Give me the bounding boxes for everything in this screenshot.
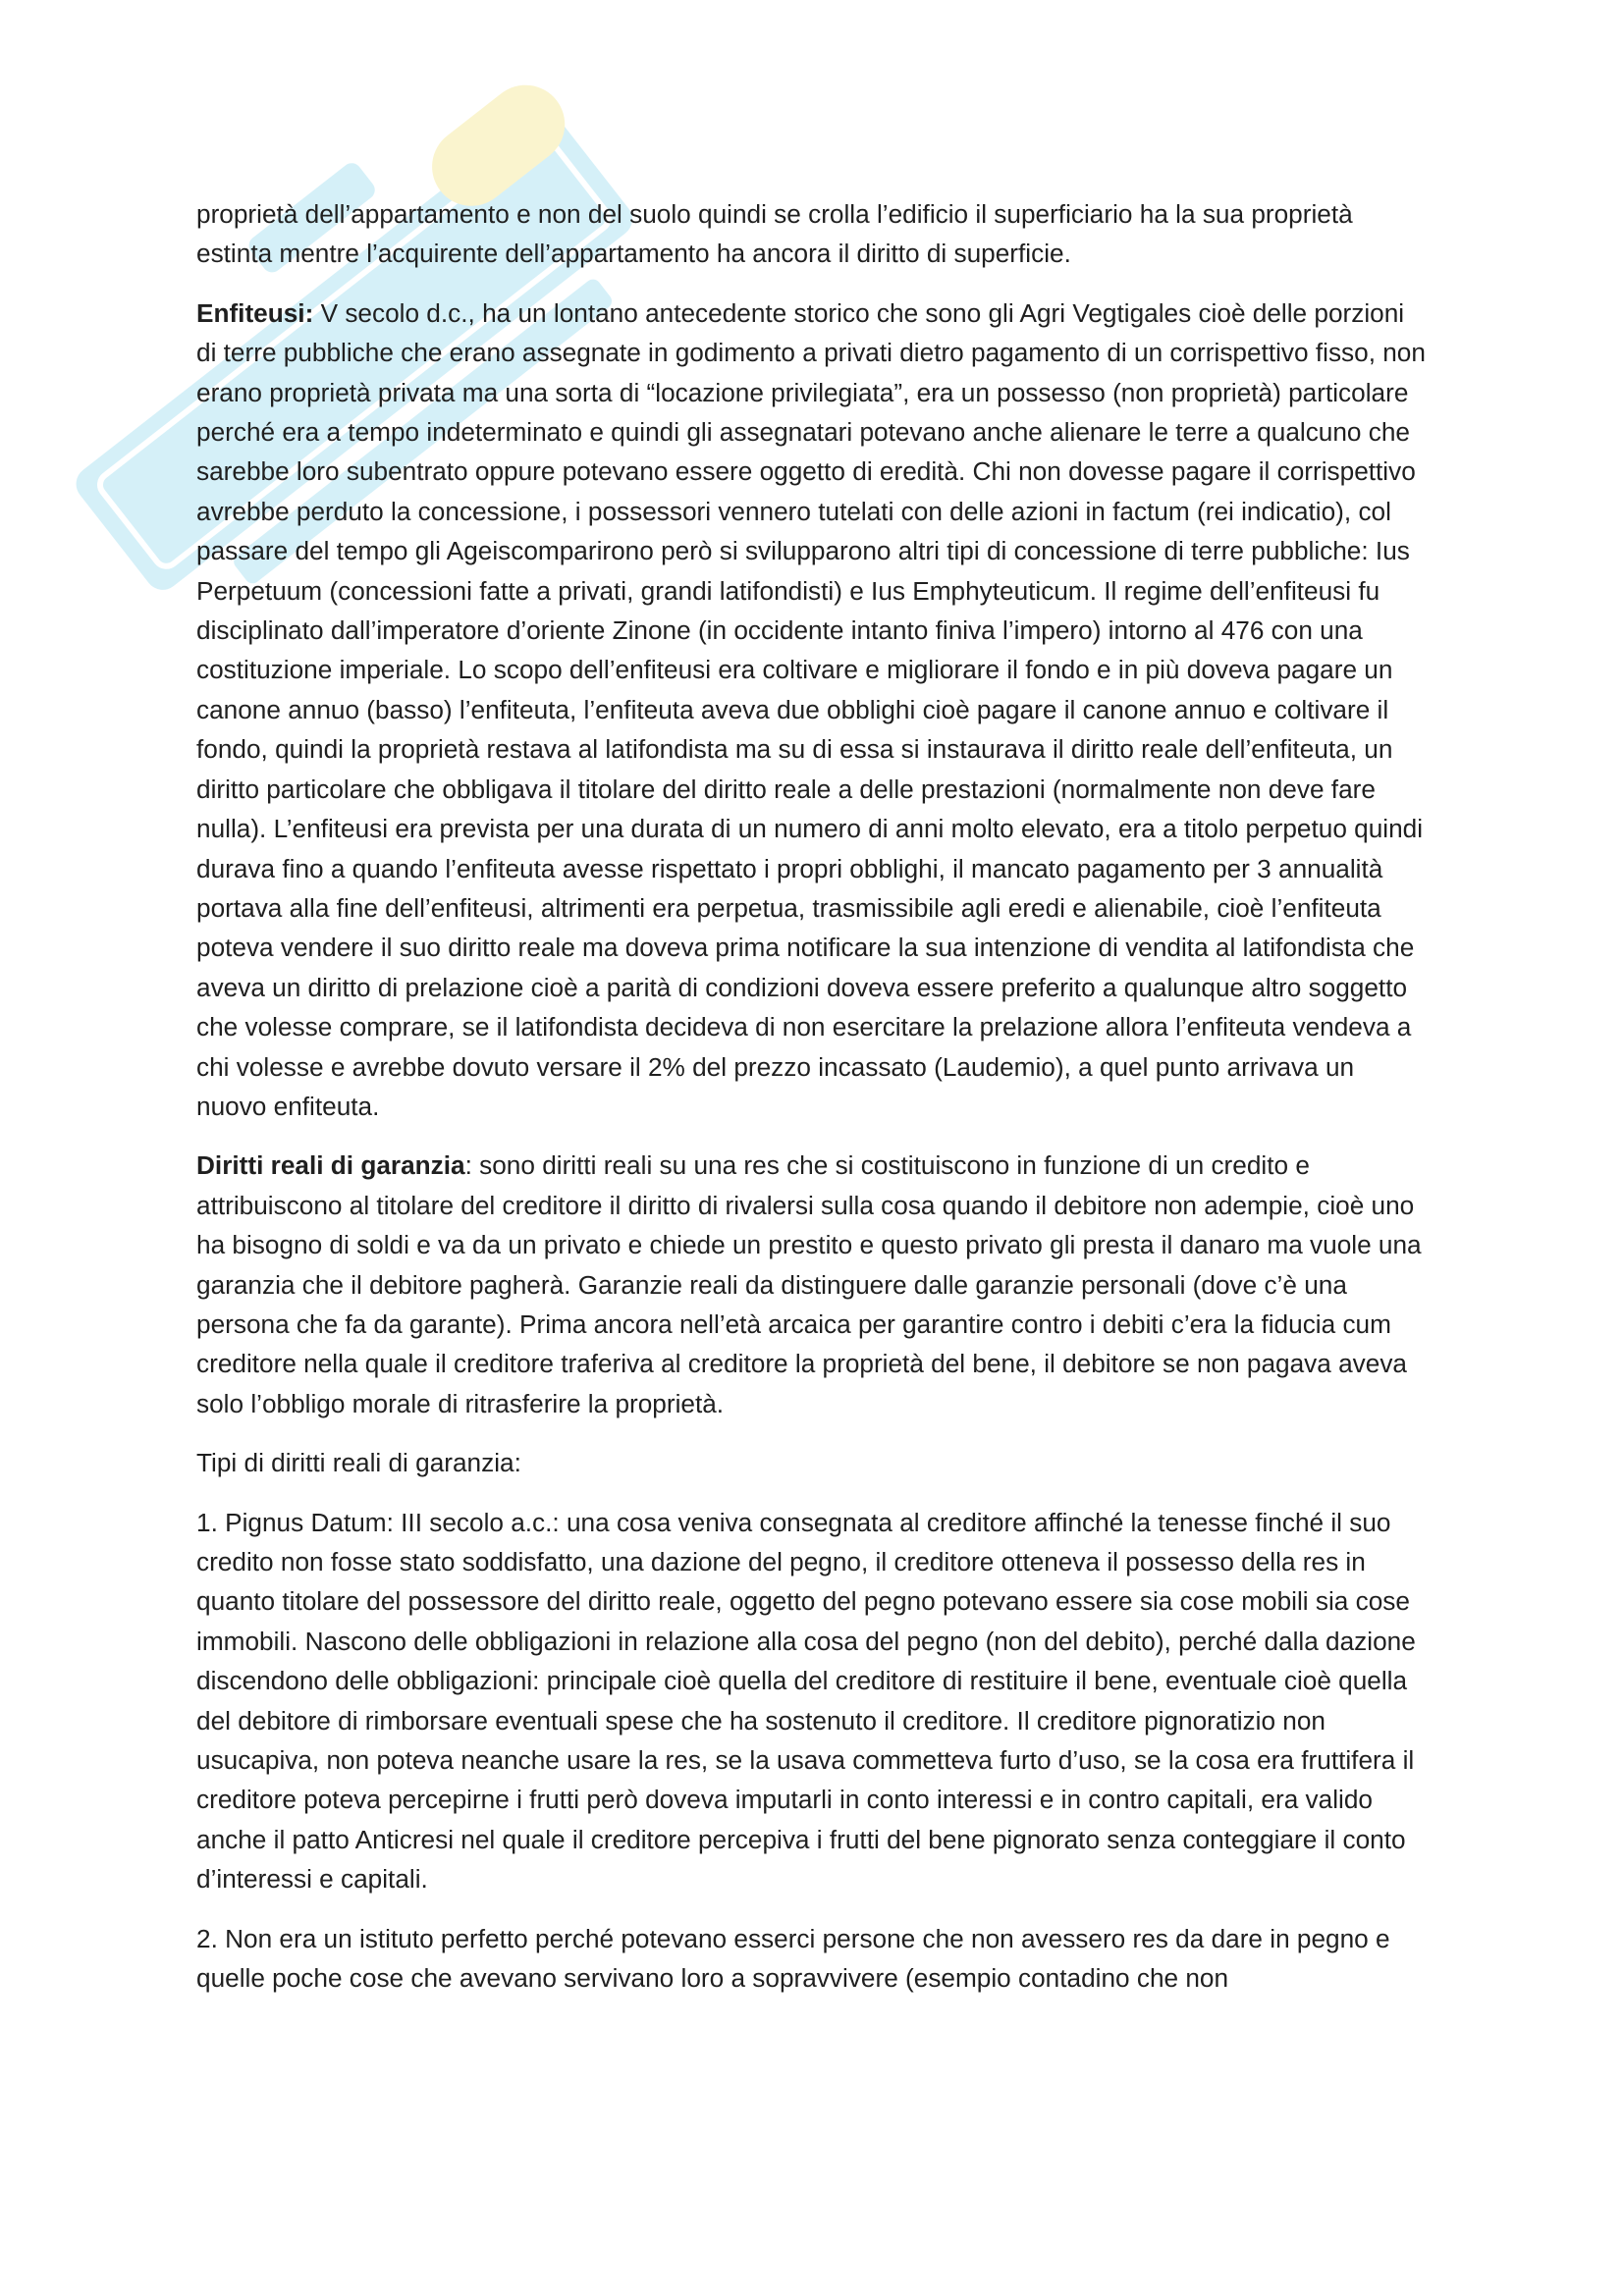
paragraph-enfiteusi-text: V secolo d.c., ha un lontano antecedente storico che sono gli Agri Vegtigales cioè delle porzioni di terre pubbliche che erano assegnate in godimento a privati dietro pagamento di un corrispettivo fisso, non erano proprietà privata ma una sorta di “locazione privilegiata”, era un possesso (non proprietà) particolare perché era a tempo indeterminato e quindi gli assegnatari potevano anche alienare le terre a qualcuno che sarebbe loro subentrato oppure potevano essere oggetto di eredità. Chi non dovesse pagare il corrispettivo avrebbe perduto la concessione, i possessori vennero tutelati con delle azioni in factum (rei indicatio), col passare del tempo gli Ageiscomparirono però si svilupparono altri tipi di concessione di terre pubbliche: Ius Perpetuum (concessioni fatte a privati, grandi latifondisti) e Ius Emphyteuticum. Il regime dell’enfiteusi fu disciplinato dall’imperatore d’oriente Zinone (in occidente intanto finiva l’impero) intorno al 476 con una costituzione imperiale. Lo scopo dell’enfiteusi era coltivare e migliorare il fondo e in più doveva pagare un canone annuo (basso) l’enfiteuta, l’enfiteuta aveva due obblighi cioè pagare il canone annuo e coltivare il fondo, quindi la proprietà restava al latifondista ma su di essa si instaurava il diritto reale dell’enfiteuta, un diritto particolare che obbligava il titolare del diritto reale a delle prestazioni (normalmente non deve fare nulla). L’enfiteusi era prevista per una durata di un numero di anni molto elevato, era a titolo perpetuo quindi durava fino a quando l’enfiteuta avesse rispettato i propri obblighi, il mancato pagamento per 3 annualità portava alla fine dell’enfiteusi, altrimenti era perpetua, trasmissibile agli eredi e alienabile, cioè l’enfiteuta poteva vendere il suo diritto reale ma doveva prima notificare la sua intenzione di vendita al latifondista che aveva un diritto di prelazione cioè a parità di condizioni doveva essere preferito a qualunque altro soggetto che volesse comprare, se il latifondista decideva di non esercitare la prelazione allora l’enfiteuta vendeva a chi volesse e avrebbe dovuto versare il 2% del prezzo incassato (Laudemio), a quel punto arrivava un nuovo enfiteuta.: [196, 297, 1426, 1121]
paragraph-superficie: [196, 194, 1429, 274]
paragraph-istituto-imperfetto: [196, 1919, 1429, 1999]
paragraph-pignus-datum-text: 1. Pignus Datum: III secolo a.c.: una cosa veniva consegnata al creditore affinché la tenesse finché il suo credito non fosse stato soddisfatto, una dazione del pegno, il creditore otteneva il possesso della res in quanto titolare del possessore del diritto reale, oggetto del pegno potevano essere sia cose mobili sia cose immobili. Nascono delle obbligazioni in relazione alla cosa del pegno (non del debito), perché dalla dazione discendono delle obbligazioni: principale cioè quella del creditore di restituire il bene, eventuale cioè quella del debitore di rimborsare eventuali spese che ha sostenuto il creditore. Il creditore pignoratizio non usucapiva, non poteva neanche usare la res, se la usava commetteva furto d’uso, se la cosa era fruttifera il creditore poteva percepirne i frutti però doveva imputarli in conto interessi e in contro capitali, era valido anche il patto Anticresi nel quale il creditore percepiva i frutti del bene pignorato senza conteggiare il conto d’interessi e capitali.: [196, 1507, 1416, 1895]
paragraph-istituto-imperfetto-text: 2. Non era un istituto perfetto perché potevano esserci persone che non avessero res da dare in pegno e quelle poche cose che avevano servivano loro a sopravvivere (esempio contadino che non: [196, 1923, 1390, 1994]
paragraph-superficie-text: proprietà dell’appartamento e non del suolo quindi se crolla l’edificio il superficiario ha la sua proprietà estinta mentre l’acquirente dell’appartamento ha ancora il diritto di superficie.: [196, 199, 1353, 269]
heading-diritti-reali-garanzia: Diritti reali di garanzia: [196, 1150, 465, 1181]
document-body: [196, 194, 1429, 2017]
paragraph-tipi-diritti: [196, 1443, 1429, 1482]
paragraph-diritti-reali-garanzia: [196, 1146, 1429, 1423]
paragraph-enfiteusi: [196, 294, 1429, 1127]
paragraph-diritti-reali-garanzia-text: : sono diritti reali su una res che si costituiscono in funzione di un credito e attribuiscono al titolare del creditore il diritto di rivalersi sulla cosa quando il debitore non adempie, cioè uno ha bisogno di soldi e va da un privato e chiede un prestito e questo privato gli presta il danaro ma vuole una garanzia che il debitore pagherà. Garanzie reali da distinguere dalle garanzie personali (dove c’è una persona che fa da garante). Prima ancora nell’età arcaica per garantire contro i debiti c’era la fiducia cum creditore nella quale il creditore traferiva al creditore la proprietà del bene, il debitore se non pagava aveva solo l’obbligo morale di ritrasferire la proprietà.: [196, 1150, 1422, 1418]
paragraph-tipi-diritti-text: Tipi di diritti reali di garanzia:: [196, 1448, 521, 1478]
paragraph-pignus-datum: [196, 1503, 1429, 1899]
heading-enfiteusi: Enfiteusi:: [196, 297, 314, 328]
